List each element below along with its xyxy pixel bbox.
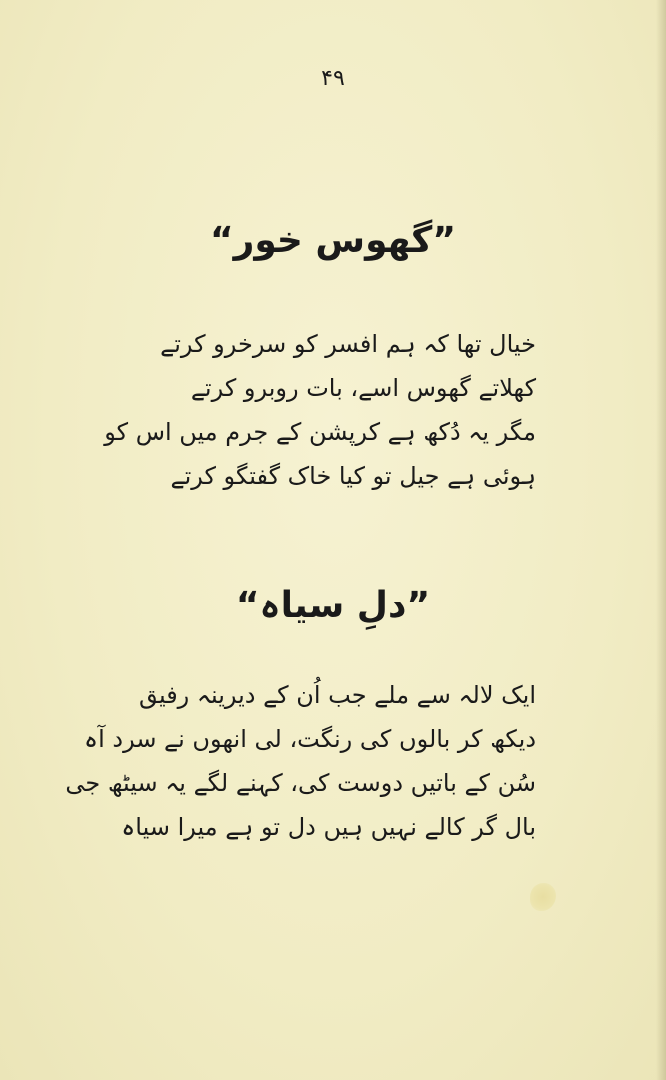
verse-line: دیکھ کر بالوں کی رنگت، لی انھوں نے سرد آہ <box>84 725 536 753</box>
verse-line: کھلاتے گھوس اسے، بات روبرو کرتے <box>190 374 536 402</box>
verse-line: خیال تھا کہ ہم افسر کو سرخرو کرتے <box>160 330 536 358</box>
verse-line: بال گر کالے نہیں ہیں دل تو ہے میرا سیاہ <box>121 813 536 841</box>
poem-title: ”دلِ سیاہ“ <box>235 585 431 626</box>
poem-stanza <box>104 322 536 498</box>
verse-line: ایک لالہ سے ملے جب اُن کے دیرینہ رفیق <box>138 681 536 709</box>
verse-line: مگر یہ دُکھ ہے کرپشن کے جرم میں اس کو <box>104 418 536 446</box>
page-edge-shadow <box>656 0 666 1080</box>
verse-line: سُن کے باتیں دوست کی، کہنے لگے یہ سیٹھ جی <box>65 769 536 797</box>
poem-title: ”گھوس خور“ <box>209 220 457 261</box>
paper-stain <box>530 883 556 911</box>
verse-line: ہوئی ہے جیل تو کیا خاک گفتگو کرتے <box>170 462 536 490</box>
poem-stanza <box>65 673 536 849</box>
page-number: ۴۹ <box>321 66 345 91</box>
